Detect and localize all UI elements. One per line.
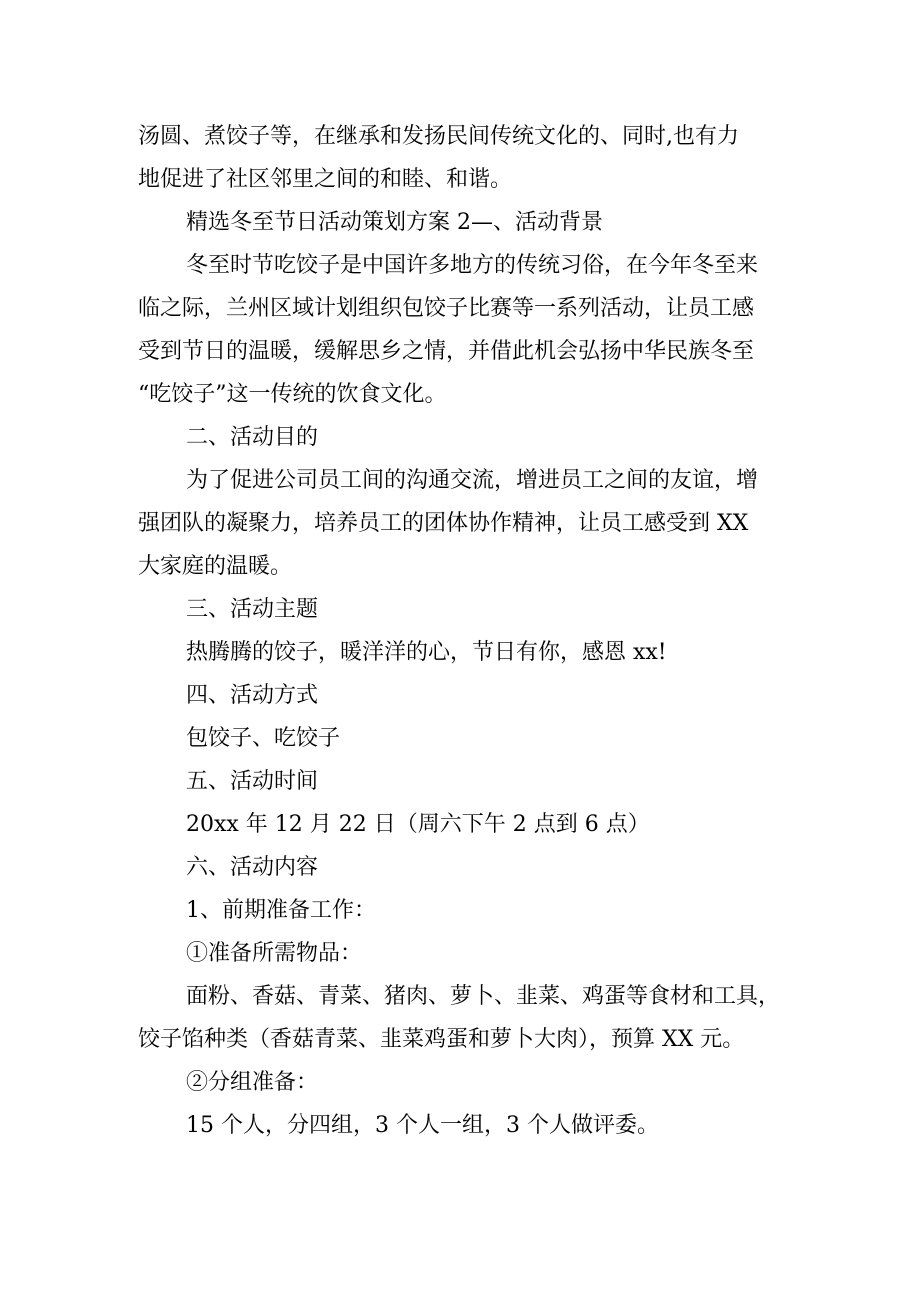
paragraph-line: 饺子馅种类（香菇青菜、韭菜鸡蛋和萝卜大肉），预算 XX 元。 — [138, 1027, 745, 1052]
paragraph-line: 包饺子、吃饺子 — [186, 726, 341, 751]
section-heading: 六、活动内容 — [186, 855, 319, 880]
paragraph-line: 大家庭的温暖。 — [138, 554, 293, 579]
paragraph-line: 为了促进公司员工间的沟通交流，增进员工之间的友谊，增 — [186, 468, 759, 493]
paragraph-line: 15 个人，分四组，3 个人一组，3 个人做评委。 — [186, 1113, 659, 1138]
document-body — [138, 115, 788, 1147]
paragraph-line: 汤圆、煮饺子等，在继承和发扬民间传统文化的、同时,也有力 — [138, 124, 739, 149]
list-item-heading: ②分组准备： — [186, 1070, 319, 1095]
paragraph-line: 受到节日的温暖，缓解思乡之情，并借此机会弘扬中华民族冬至 — [138, 339, 755, 364]
section-heading: 三、活动主题 — [186, 597, 319, 622]
paragraph-line: 临之际，兰州区域计划组织包饺子比赛等一系列活动，让员工感 — [138, 296, 755, 321]
paragraph-line: 面粉、香菇、青菜、猪肉、萝卜、韭菜、鸡蛋等食材和工具， — [186, 984, 781, 1009]
paragraph-line: 20xx 年 12 月 22 日（周六下午 2 点到 6 点） — [186, 812, 650, 837]
section-heading: 精选冬至节日活动策划方案 2—、活动背景 — [186, 210, 603, 235]
subsection-heading: 1、前期准备工作： — [186, 898, 376, 923]
section-heading: 二、活动目的 — [186, 425, 319, 450]
paragraph-line: 冬至时节吃饺子是中国许多地方的传统习俗，在今年冬至来 — [186, 253, 759, 278]
paragraph-line: 强团队的凝聚力，培养员工的团体协作精神，让员工感受到 XX — [138, 511, 749, 536]
list-item-heading: ①准备所需物品： — [186, 941, 363, 966]
paragraph-line: 地促进了社区邻里之间的和睦、和谐。 — [138, 167, 513, 192]
section-heading: 四、活动方式 — [186, 683, 319, 708]
paragraph-line: “吃饺子”这一传统的饮食文化。 — [138, 382, 447, 407]
section-heading: 五、活动时间 — [186, 769, 319, 794]
paragraph-line: 热腾腾的饺子，暖洋洋的心，节日有你，感恩 xx! — [186, 640, 667, 665]
